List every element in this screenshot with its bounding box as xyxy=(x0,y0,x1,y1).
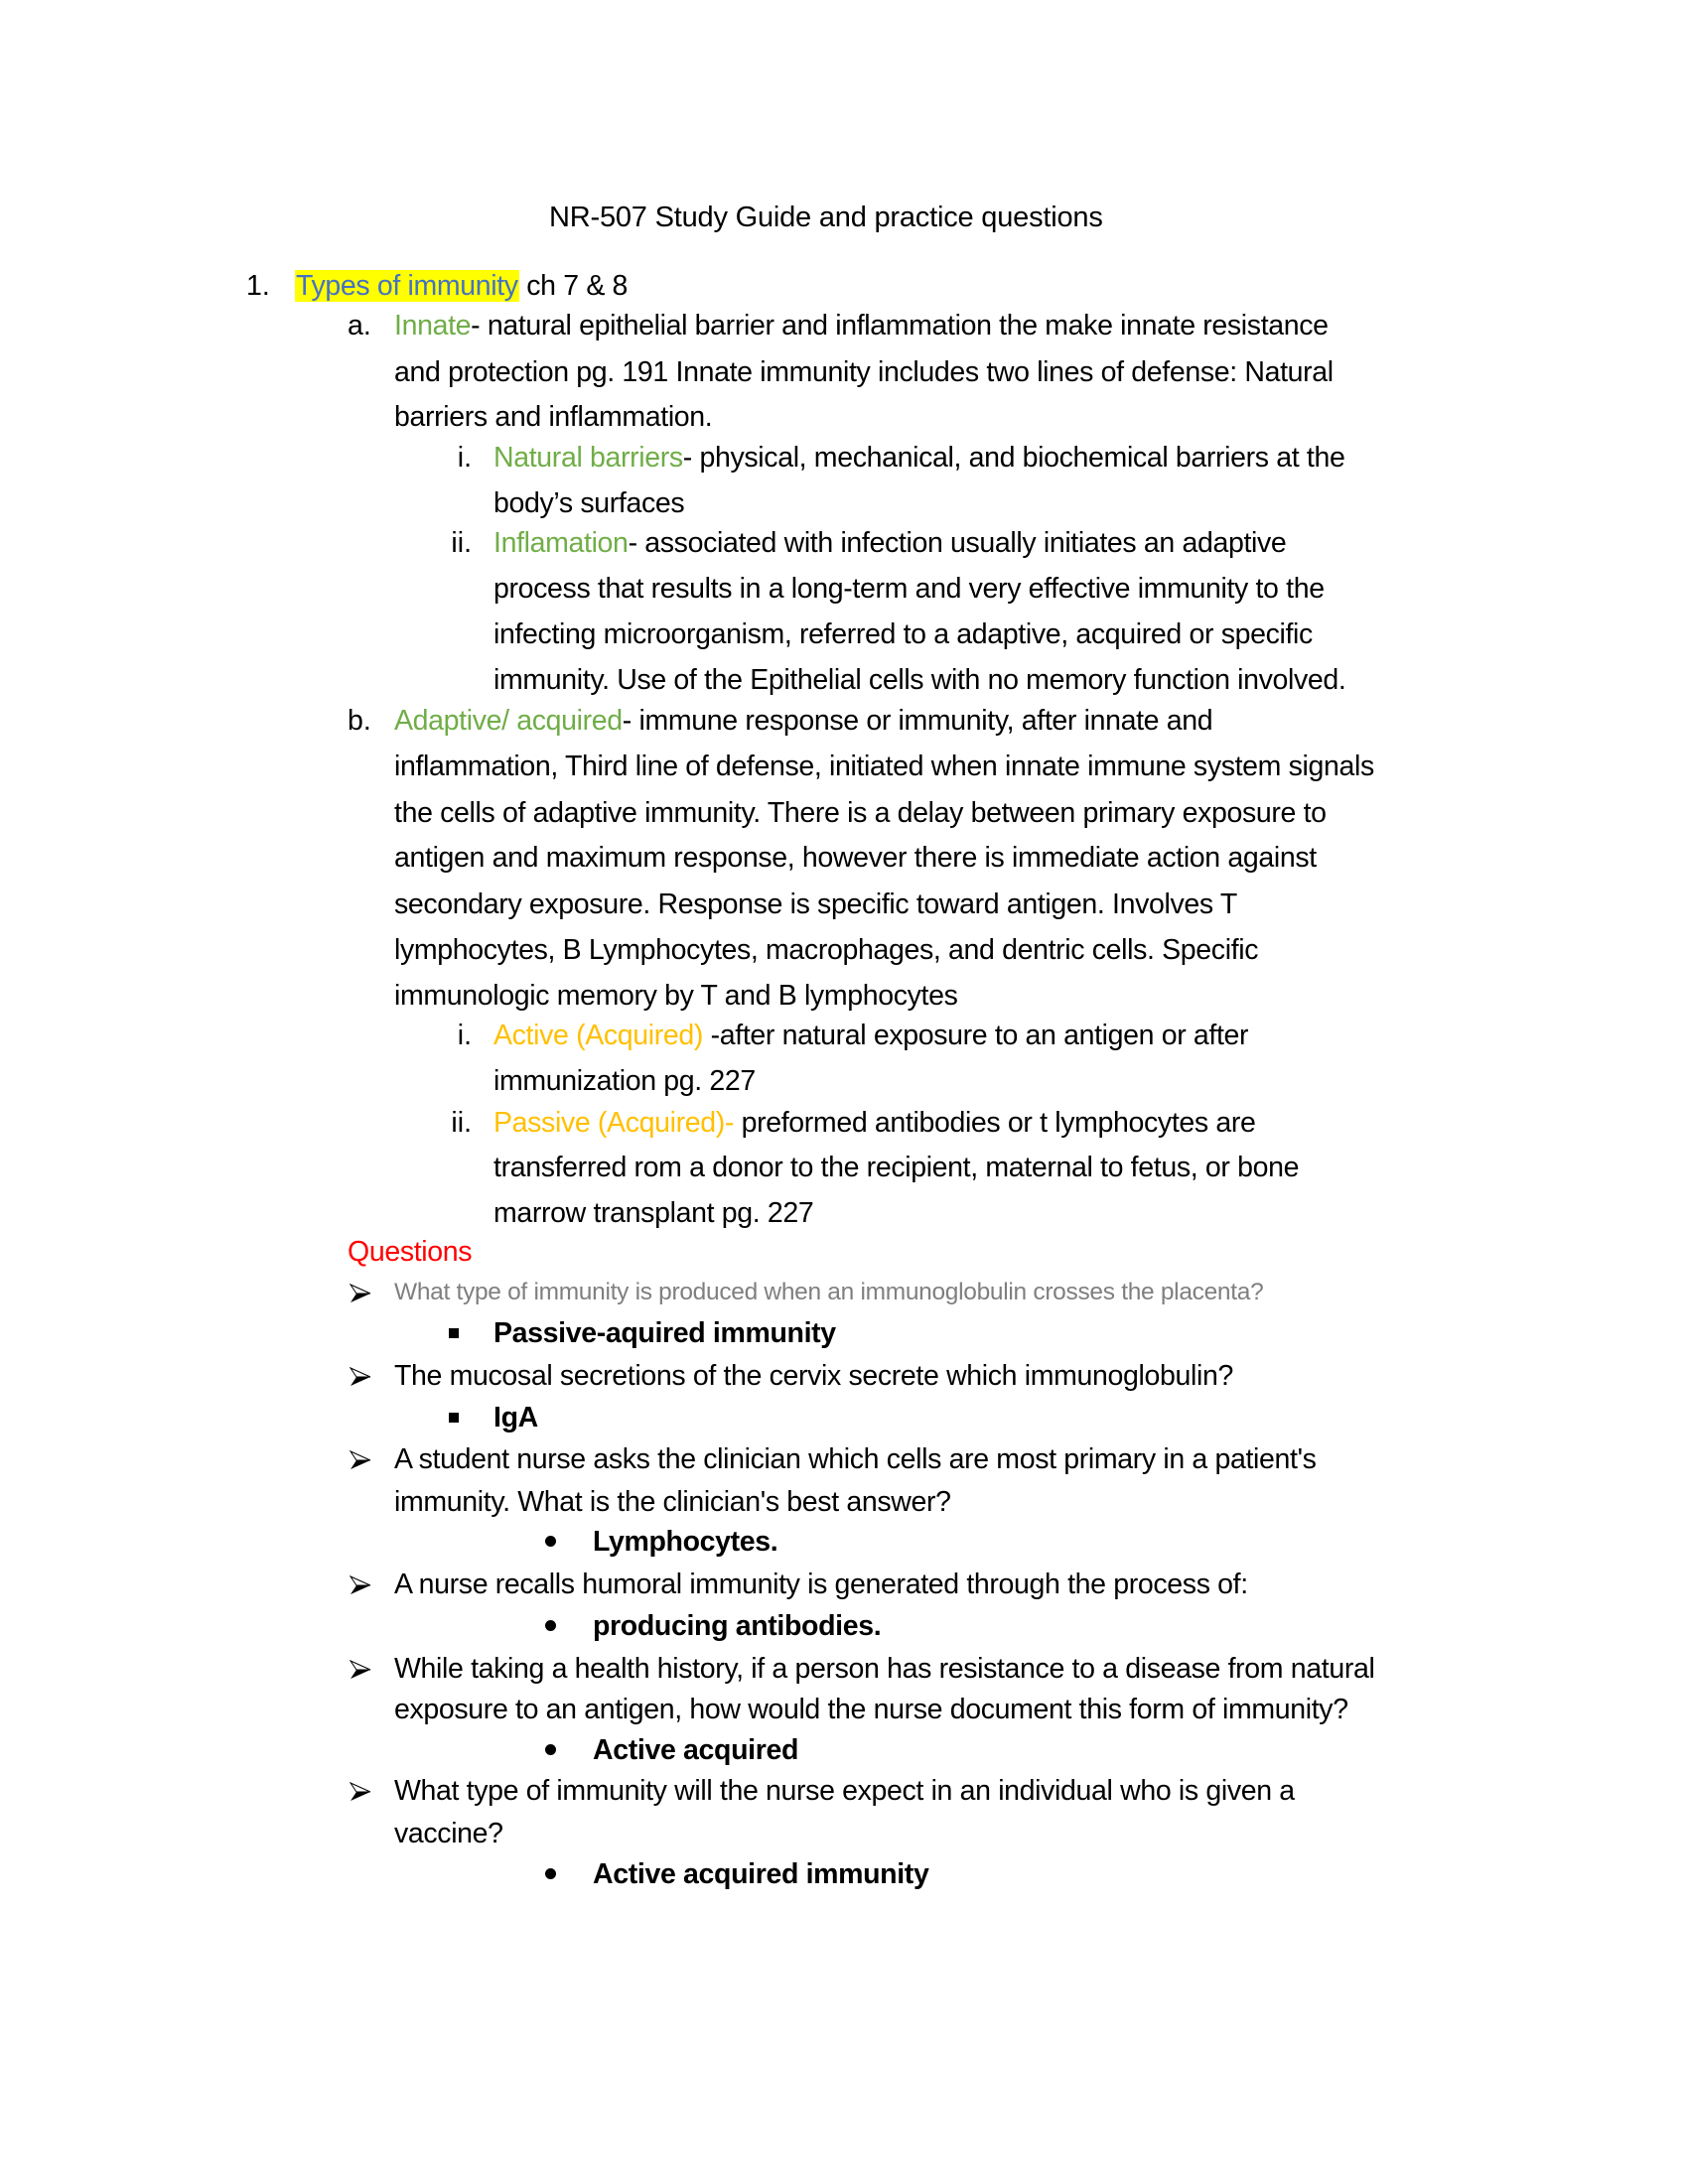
answer-3: Lymphocytes. xyxy=(593,1526,778,1558)
inflamation-line-2: process that results in a long-term and very effective immunity to the xyxy=(493,573,1325,605)
term-innate: Innate xyxy=(394,310,472,341)
innate-line-3: barriers and inflammation. xyxy=(394,401,713,433)
adaptive-line-6: lymphocytes, B Lymphocytes, macrophages, and dentric cells. Specific xyxy=(394,934,1259,966)
arrowhead-bullet-icon xyxy=(350,1273,371,1312)
document-title: NR-507 Study Guide and practice questions xyxy=(549,202,1103,233)
passive-acquired-line-2: transferred rom a donor to the recipient, maternal to fetus, or bone xyxy=(493,1152,1300,1183)
round-bullet-icon xyxy=(545,1730,556,1770)
adaptive-line-7: immunologic memory by T and B lymphocytes xyxy=(394,980,958,1012)
list-number-1: 1. xyxy=(246,270,270,302)
arrowhead-bullet-icon xyxy=(350,1565,371,1604)
natural-barriers-line-1 xyxy=(493,438,1344,478)
inflamation-line-4: immunity. Use of the Epithelial cells with no memory function involved. xyxy=(493,664,1346,696)
list-marker-ii: ii. xyxy=(451,527,472,559)
adaptive-line-4: antigen and maximum response, however there is immediate action against xyxy=(394,842,1317,874)
answer-5: Active acquired xyxy=(593,1734,798,1766)
term-natural-barriers: Natural barriers xyxy=(493,442,683,474)
active-acquired-line-1 xyxy=(493,1016,1248,1055)
section-heading-highlighted: Types of immunity xyxy=(296,270,518,302)
inflamation-text: - associated with infection usually initiates an adaptive xyxy=(628,527,1287,559)
term-adaptive-acquired: Adaptive/ acquired xyxy=(394,705,623,737)
round-bullet-icon xyxy=(545,1522,556,1562)
arrowhead-bullet-icon xyxy=(350,1439,371,1479)
list-marker-ii: ii. xyxy=(451,1107,472,1139)
innate-line-1 xyxy=(394,306,1329,345)
section-heading xyxy=(295,266,628,306)
innate-text: - natural epithelial barrier and inflammation the make innate resistance xyxy=(471,310,1329,341)
inflamation-line-3: infecting microorganism, referred to a adaptive, acquired or specific xyxy=(493,618,1313,650)
inflamation-line-1 xyxy=(493,523,1286,563)
answer-1: Passive-aquired immunity xyxy=(493,1317,836,1349)
active-acquired-text: -after natural exposure to an antigen or after xyxy=(703,1020,1249,1051)
adaptive-line-5: secondary exposure. Response is specific toward antigen. Involves T xyxy=(394,888,1237,920)
question-6-line-1: What type of immunity will the nurse expect in an individual who is given a xyxy=(394,1775,1295,1807)
section-heading-suffix: ch 7 & 8 xyxy=(518,270,629,302)
term-passive-acquired: Passive (Acquired)- xyxy=(493,1107,735,1139)
adaptive-line-3: the cells of adaptive immunity. There is a delay between primary exposure to xyxy=(394,797,1327,829)
adaptive-text: - immune response or immunity, after innate and xyxy=(622,705,1213,737)
passive-acquired-line-1 xyxy=(493,1103,1256,1143)
question-2-line-1: The mucosal secretions of the cervix secrete which immunoglobulin? xyxy=(394,1360,1233,1392)
round-bullet-icon xyxy=(545,1606,556,1646)
answer-2: IgA xyxy=(493,1402,538,1433)
question-4-line-1: A nurse recalls humoral immunity is generated through the process of: xyxy=(394,1569,1248,1600)
term-active-acquired: Active (Acquired) xyxy=(493,1020,704,1051)
arrowhead-bullet-icon xyxy=(350,1649,371,1689)
question-5-line-1: While taking a health history, if a person has resistance to a disease from natural xyxy=(394,1653,1375,1685)
adaptive-line-2: inflammation, Third line of defense, initiated when innate immune system signals xyxy=(394,751,1374,782)
round-bullet-icon xyxy=(545,1854,556,1894)
arrowhead-bullet-icon xyxy=(350,1771,371,1811)
list-marker-b: b. xyxy=(348,705,371,737)
arrowhead-bullet-icon xyxy=(350,1356,371,1396)
natural-barriers-line-2: body’s surfaces xyxy=(493,487,685,519)
natural-barriers-text: - physical, mechanical, and biochemical barriers at the xyxy=(682,442,1345,474)
square-bullet-icon xyxy=(449,1313,459,1353)
list-marker-i: i. xyxy=(457,442,472,474)
answer-6: Active acquired immunity xyxy=(593,1858,929,1890)
questions-heading: Questions xyxy=(348,1236,473,1268)
square-bullet-icon xyxy=(449,1398,459,1437)
active-acquired-line-2: immunization pg. 227 xyxy=(493,1065,756,1097)
innate-line-2: and protection pg. 191 Innate immunity includes two lines of defense: Natural xyxy=(394,356,1334,388)
question-3-line-2: immunity. What is the clinician's best answer? xyxy=(394,1486,951,1518)
question-3-line-1: A student nurse asks the clinician which cells are most primary in a patient's xyxy=(394,1443,1317,1475)
question-6-line-2: vaccine? xyxy=(394,1818,503,1849)
passive-acquired-text: preformed antibodies or t lymphocytes are xyxy=(734,1107,1256,1139)
adaptive-line-1 xyxy=(394,701,1212,741)
question-1-line-1: What type of immunity is produced when an immunoglobulin crosses the placenta? xyxy=(394,1279,1264,1305)
question-5-line-2: exposure to an antigen, how would the nurse document this form of immunity? xyxy=(394,1694,1348,1725)
term-inflamation: Inflamation xyxy=(493,527,629,559)
answer-4: producing antibodies. xyxy=(593,1610,882,1642)
list-marker-a: a. xyxy=(348,310,371,341)
passive-acquired-line-3: marrow transplant pg. 227 xyxy=(493,1197,814,1229)
list-marker-i: i. xyxy=(457,1020,472,1051)
